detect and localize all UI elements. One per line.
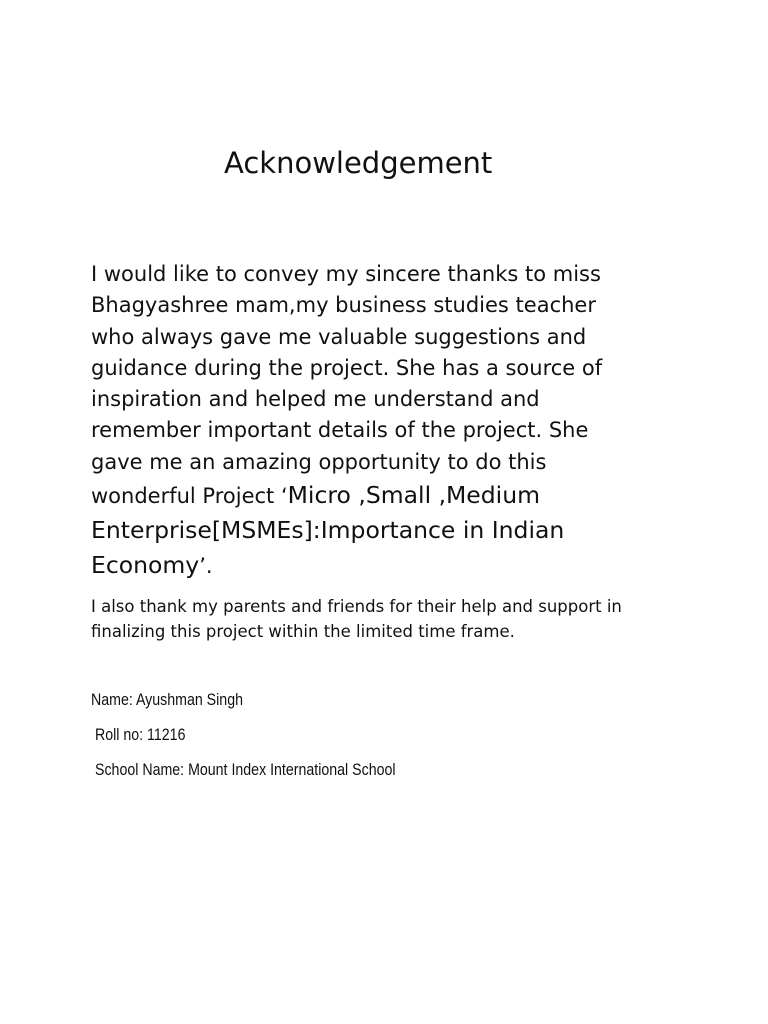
project-name-text: Economy — [91, 551, 200, 580]
paragraph-line: I also thank my parents and friends for their help and support in — [91, 597, 622, 616]
paragraph-line: Bhagyashree mam,my business studies teacher — [91, 293, 596, 318]
roll-number: Roll no: 11216 — [95, 726, 186, 744]
school-name: School Name: Mount Index International School — [95, 761, 396, 779]
paragraph-line — [91, 513, 691, 548]
project-name-text: Enterprise[MSMEs]:Importance in Indian — [91, 516, 565, 545]
paragraph-line: I would like to convey my sincere thanks to miss — [91, 262, 601, 286]
student-name: Name: Ayushman Singh — [91, 691, 243, 709]
paragraph-line — [91, 548, 691, 583]
paragraph-line: who always gave me valuable suggestions and — [91, 324, 587, 349]
project-intro-text: wonderful Project ‘ — [91, 484, 288, 509]
project-name-text: Micro ,Small ,Medium — [287, 481, 541, 510]
project-close-quote: ’. — [199, 554, 213, 579]
acknowledgement-paragraph — [91, 259, 691, 583]
paragraph-line: gave me an amazing opportunity to do this — [91, 449, 547, 474]
paragraph-line: remember important details of the project. She — [91, 418, 589, 443]
paragraph-line: guidance during the project. She has a source of — [91, 355, 603, 380]
thanks-paragraph — [91, 594, 731, 644]
page-title: Acknowledgement — [224, 146, 493, 180]
paragraph-line: finalizing this project within the limited time frame. — [91, 622, 515, 641]
paragraph-line: inspiration and helped me understand and — [91, 387, 540, 412]
paragraph-line — [91, 478, 691, 513]
